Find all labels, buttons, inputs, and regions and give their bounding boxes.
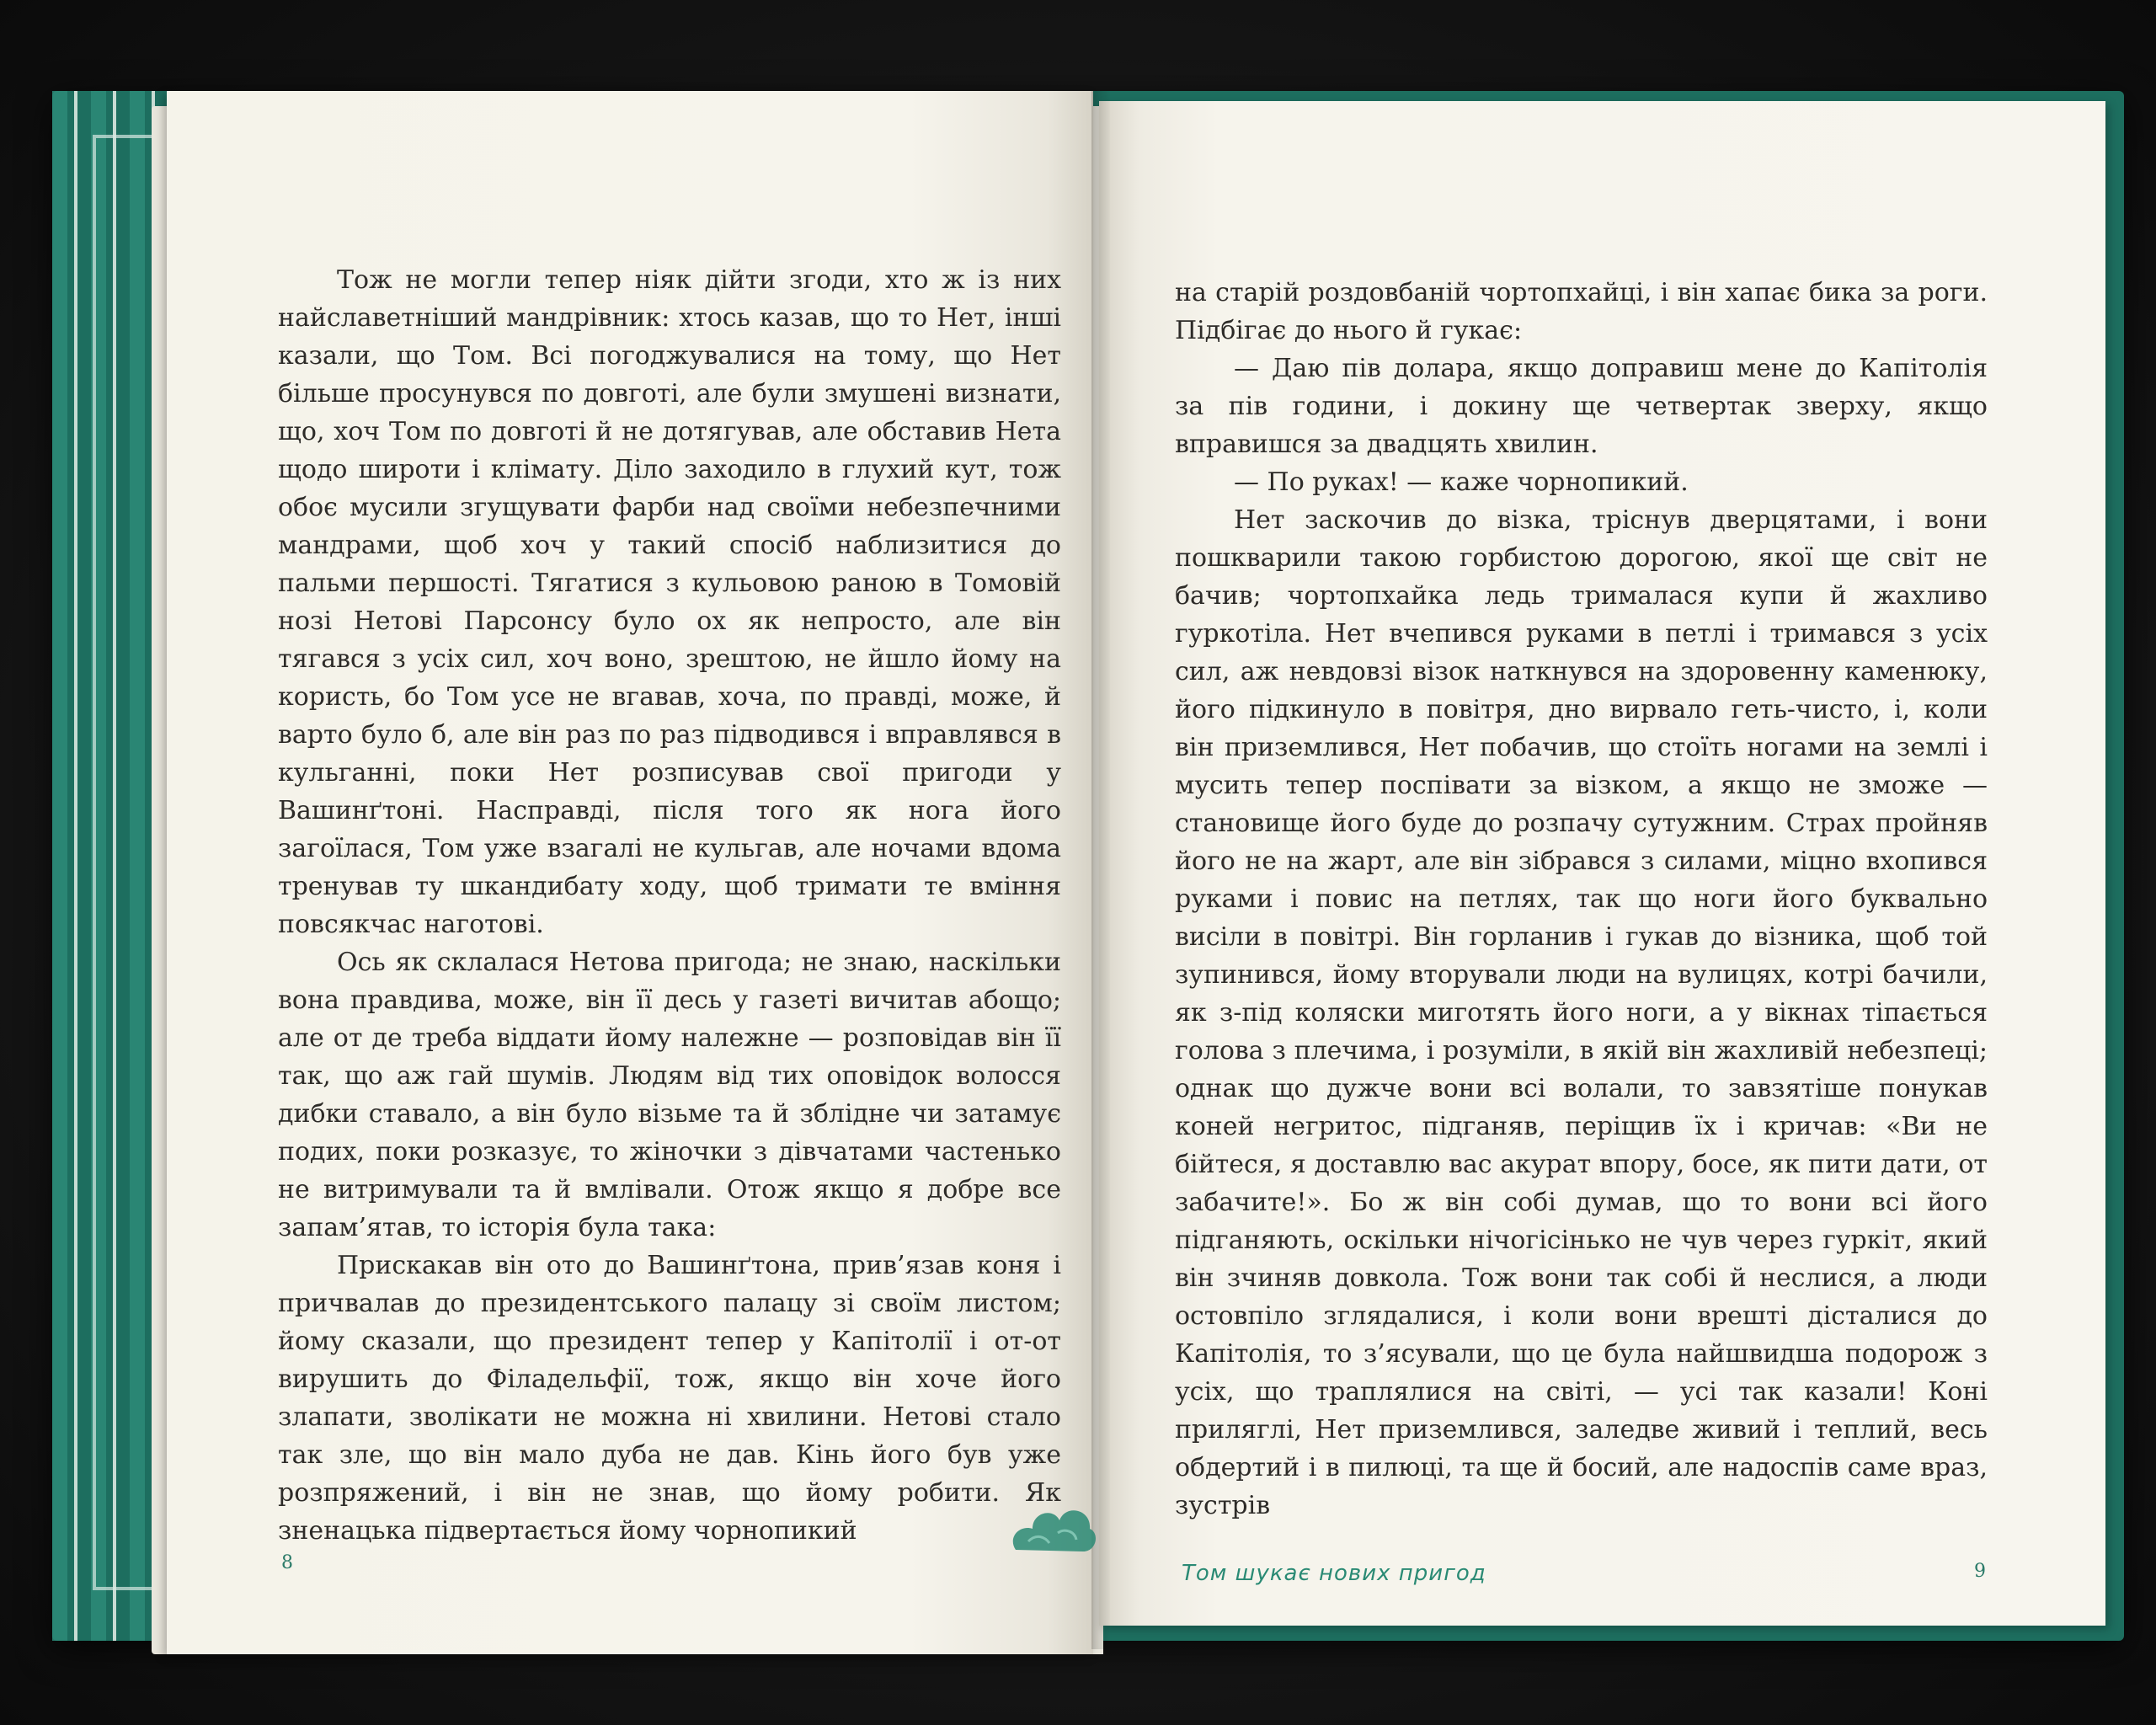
right-paragraph-4: Нет заскочив до візка, тріснув дверцятами, і вони пошкварили такою горбистою дорогою, якої ще світ не бачив; чортопхайка ледь трималася купи й жахливо гуркотіла. Нет вчепився руками в петлі і тримався з усіх сил, аж невдовзі візок наткнувся на здоровенну каменюку, його підкинуло в повітря, дно вирвало геть-чисто, і, коли він приземлився, Нет побачив, що стоїть ногами на землі і мусить тепер поспівати за візком, а якщо не зможе — становище його буде до розпачу сутужним. Страх пройняв його не на жарт, але він зібрався з силами, міцно вхопився руками і повис на петлях, так що ноги його буквально висіли в повітрі. Він горланив і гукав до візника, щоб той зупинився, йому вторували люди на вулицях, котрі бачили, як з-під коляски миготять його ноги, а у вікнах тіпається голова з плечима, і розуміли, в якій він жахливій небезпеці; однак що дужче вони всі волали, то завзятіше понукав коней негритос, підганяв, періщив їх і кричав: «Ви не бійтеся, я доставлю вас акурат впору, босе, як пити дати, от забачите!». Бо ж він собі думав, що то вони всі його підганяють, оскільки нічогісінько не чув через гуркіт, який він зчиняв довкола. Тож вони так собі й неслися, а люди остовпіло зглядалися, і коли вони врешті дісталися до Капітолія, то з’ясували, що це була найшвидша подорож з усіх, що траплялися на світі, — усі так казали! Коні приляглі, Нет приземлився, заледве живий і теплий, весь обдертий і в пилюці, та ще й босий, але надоспів саме враз, зустрів [1175,505,1988,1520]
right-paragraph-1: на старій роздовбаній чортопхайці, і він хапає бика за роги. Підбігає до нього й гукає: [1175,278,1988,345]
left-paragraph-1: Тож не могли тепер ніяк дійти згоди, хто ж із них найславетніший мандрівник: хтось казав, що то Нет, інші казали, що Том. Всі погоджувалися на тому, що Нет більше просунувся по довготі, але були змушені визнати, що, хоч Том по довготі й не дотягував, але обставив Нета щодо широти і клімату. Діло заходило в глухий кут, тож обоє мусили згущувати фарби над своїми небезпечними мандрами, щоб хоч у такий спосіб наблизитися до пальми першості. Тягатися з кульовою раною в Томовій нозі Нетові Парсонсу було ох як непросто, але він тягався з усіх сил, хоч воно, зрештою, не йшло йому на користь, бо Том усе не вгавав, хоча, по правді, може, й варто було б, але він раз по раз підводився і вправлявся в кульганні, поки Нет розписував свої пригоди у Вашинґтоні. Насправді, після того як нога його загоїлася, Том уже взагалі не кульгав, але ночами вдома тренував ту шкандибату ходу, щоб тримати те вміння повсякчас наготові. [278,265,1061,939]
cloud-ornament-icon [1007,1491,1100,1567]
cover-frame-band [93,135,158,1590]
right-paragraph-3: — По руках! — каже чорнопикий. [1234,467,1689,497]
left-paragraph-3: Прискакав він ото до Вашинґтона, прив’язав коня і причвалав до президентського палацу зі своїм листом; йому сказали, що президент тепер у Капітолії і от-от вирушить до Філадельфії, тож, якщо він хоче його злапати, зволікати не можна ні хвилини. Нетові стало так зле, що він мало дуба не дав. Кінь його був уже розпряжений, і він не знав, що йому робити. Як зненацька підвертається йому чорнопикий [278,1251,1061,1546]
page-number-left: 8 [281,1552,293,1573]
left-page-text [278,261,1061,1550]
page-number-right: 9 [1974,1561,1986,1582]
running-head: Том шукає нових пригод [1182,1561,1486,1586]
right-paragraph-2: — Даю пів долара, якщо доправиш мене до Капітолія за пів години, і докину ще четвертак зверху, якщо вправишся за двадцять хвилин. [1175,354,1988,459]
left-paragraph-2: Ось як склалася Нетова пригода; не знаю, наскільки вона правдива, може, він її десь у газеті вичитав абощо; але от де треба віддати йому належне — розповідав він її так, що аж гай шумів. Людям від тих оповідок волосся дибки ставало, а він було візьме та й зблідне чи затамує подих, поки розказує, то жіночки з дівчатами частенько не витримували та й вмлівали. Отож якщо я добре все запам’ятав, то історія була така: [278,948,1061,1242]
book-gutter [1091,91,1110,1649]
right-page-text [1175,274,1988,1525]
